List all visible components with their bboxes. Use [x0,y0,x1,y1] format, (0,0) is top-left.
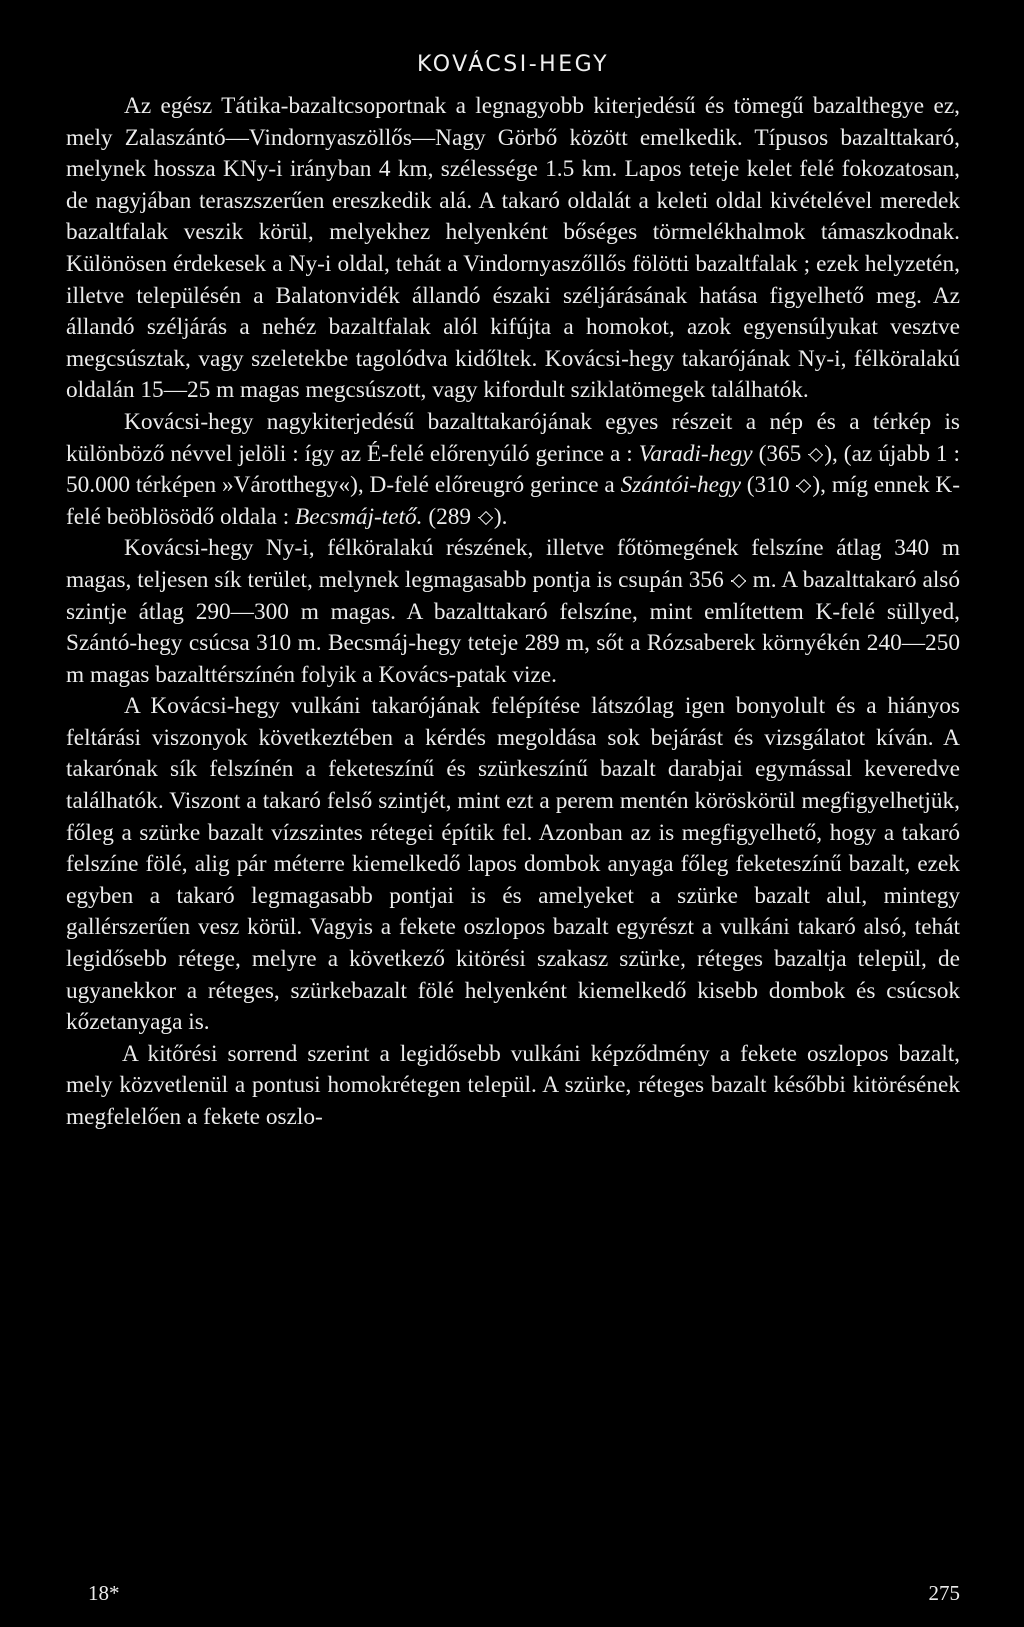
paragraph-4: A Kovácsi-hegy vulkáni takarójának felépítése látszólag igen bonyolult és a hiányos feltárási viszonyok következtében a kérdés megoldása sok bejárást és vizsgálatot kíván. A takarónak sík felszínén a feketeszínű és szürkeszínű bazalt darabjai egymással keveredve találhatók. Viszont a takaró felső szintjét, mint ezt a perem mentén köröskörül megfigyelhetjük, főleg a szürke bazalt vízszintes rétegei építik fel. Azonban az is megfigyelhető, hogy a takaró felszíne fölé, alig pár méterre kiemelkedő lapos dombok anyaga főleg feketeszínű bazalt, ezek egyben a takaró legmagasabb pontjai is és amelyeket a szürke bazalt alul, mintegy gallérszerűen vesz körül. Vagyis a fekete oszlopos bazalt egyrészt a vulkáni takaró alsó, tehát legidősebb rétege, melyre a következő kitörési szakasz szürke, réteges bazaltja települ, de ugyanekkor a réteges, szürkebazalt fölé helyenként kiemelkedő kisebb dombok és csúcsok kőzetanyaga is. [66,693,960,1036]
page-body [66,91,960,1134]
elevation-point-icon [478,510,493,525]
elevation-point-icon [808,447,823,462]
page-footer [88,1581,960,1605]
paragraph-2-text-a: Kovácsi-hegy nagykiterjedésű bazalttakarójának egyes részeit a nép és a térkép is különböző névvel jelöli : így az É-felé előrenyúló gerince a : [66,408,960,467]
paragraph-2-text-f: (289 [428,503,472,530]
signature-mark: 18* [88,1581,120,1605]
book-page [66,0,960,1627]
paragraph-3-text-b: m. A bazalttakaró alsó szintje átlag 290—300 m magas. A bazalttakaró felszíne, mint említettem K-felé süllyed, Szántó-hegy csúcsa 310 m. Becsmáj-hegy teteje 289 m, sőt a Rózsaberek környékén 240—250 m magas bazalttérszínén folyik a Kovács-patak vize. [66,566,961,688]
place-name-becsmaj-teto: Becsmáj-tető. [295,503,423,530]
place-name-varadi-hegy: Varadi-hegy [638,440,753,467]
place-name-szantoi-hegy: Szántói-hegy [620,472,741,499]
elevation-point-icon [731,573,746,588]
page-number: 275 [928,1581,960,1605]
paragraph-3-text-a: Kovácsi-hegy Ny-i, félköralakú részének, illetve főtömegének felszíne átlag 340 m magas, teljesen sík terület, melynek legmagasabb pontja is csupán 356 [66,535,960,593]
paragraph-3 [66,533,960,691]
paragraph-2 [66,407,960,533]
paragraph-1: Az egész Tátika-bazaltcsoportnak a legnagyobb kiterjedésű és tömegű bazalthegye ez, mely Zalaszántó—Vindornyaszöllős—Nagy Görbő között emelkedik. Típusos bazalttakaró, melynek hossza KNy-i irányban 4 km, szélessége 1.5 km. Lapos teteje kelet felé fokozatosan, de nagyjában teraszszerűen ereszkedik alá. A takaró oldalát a keleti oldal kivételével meredek bazaltfalak veszik körül, melyekhez helyenként bőséges törmelékhalmok támaszkodnak. Különösen érdekesek a Ny-i oldal, tehát a Vindornyaszőllős fölötti bazaltfalak ; ezek helyzetén, illetve településén a Balatonvidék állandó északi széljárásának hatása figyelhető meg. Az állandó széljárás a nehéz bazaltfalak alól kifújta a homokot, azok egyensúlyukat vesztve megcsúsztak, vagy szeletekbe tagolódva kidőltek. Kovácsi-hegy takarójának Ny-i, félköralakú oldalán 15—25 m magas megcsúszott, vagy kifordult sziklatömegek találhatók. [66,93,960,404]
elevation-point-icon [796,478,811,493]
paragraph-5: A kitőrési sorrend szerint a legidősebb vulkáni képződmény a fekete oszlopos bazalt, mely közvetlenül a pontusi homokrétegen települ. A szürke, réteges bazalt későbbi kitörésének megfelelően a fekete oszlo- [66,1040,960,1130]
paragraph-2-text-g: ). [493,503,508,530]
paragraph-2-text-c: ), (az újabb 1 : 50.000 térképen »Várotthegy«), D-felé előreugró gerince a [66,440,961,499]
paragraph-2-text-e: ), míg ennek K-felé beöblösödő oldala : [66,472,960,530]
paragraph-2-text-b: (365 [758,440,802,467]
paragraph-2-text-d: (310 [746,472,790,499]
page-title: KOVÁCSI-HEGY [416,52,610,77]
